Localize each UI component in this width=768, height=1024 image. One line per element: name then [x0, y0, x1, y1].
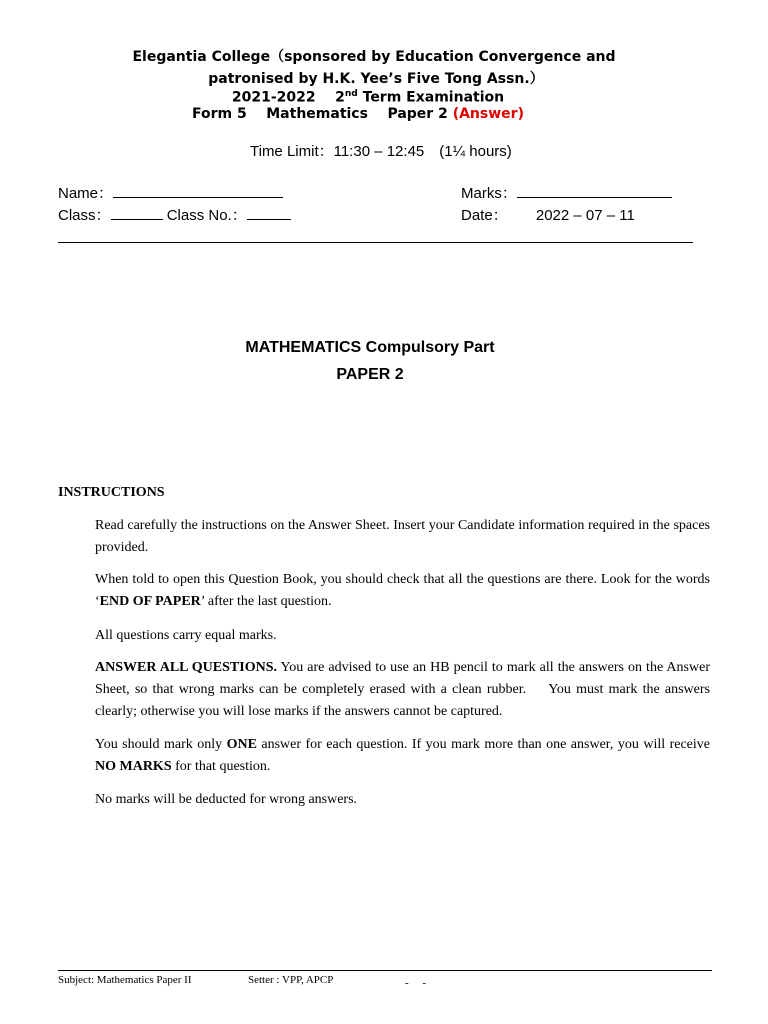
school-name-line1: Elegantia College（sponsored by Education Convergence and — [132, 49, 616, 65]
marks-field: Marks： — [461, 182, 672, 203]
instruction-para-2: When told to open this Question Book, you should check that all the questions are there. Look for the words ‘END OF PAPER’ after the last question. — [95, 572, 710, 609]
instruction-para-3: All questions carry equal marks. — [95, 628, 277, 643]
exam-term-line: 2021-2022 2nd Term Examination — [231, 89, 505, 106]
time-limit: Time Limit：11:30 – 12:45 (1¼ hours) — [250, 143, 512, 160]
date-field: Date： 2022 – 07 – 11 — [461, 207, 635, 224]
part-title: MATHEMATICS Compulsory Part — [245, 339, 495, 356]
school-name-line2: patronised by H.K. Yee’s Five Tong Assn.） — [208, 71, 544, 87]
instructions-heading: INSTRUCTIONS — [58, 485, 165, 500]
instruction-para-1: Read carefully the instructions on the Answer Sheet. Insert your Candidate information required in the spaces provided. — [95, 518, 710, 555]
footer-divider — [58, 970, 712, 971]
instruction-para-5: You should mark only ONE answer for each question. If you mark more than one answer, you will receive NO MARKS for that question. — [95, 737, 710, 774]
footer-page-number: - - — [405, 977, 427, 989]
exam-paper-line: Form 5 Mathematics Paper 2 (Answer) — [192, 106, 524, 122]
footer-setter: Setter : VPP, APCP — [248, 974, 334, 986]
answer-tag: (Answer) — [452, 106, 524, 122]
paper-title: PAPER 2 — [336, 366, 404, 383]
class-field: Class： Class No.： — [58, 204, 291, 225]
name-field: Name： — [58, 182, 283, 203]
date-value: 2022 – 07 – 11 — [535, 207, 635, 224]
instruction-para-6: No marks will be deducted for wrong answers. — [95, 792, 358, 807]
footer-subject: Subject: Mathematics Paper II — [58, 974, 192, 986]
instruction-para-4: ANSWER ALL QUESTIONS. You are advised to use an HB pencil to mark all the answers on the Answer Sheet, so that wrong marks can be completely erased with a clean rubber. You must mark the answers clearly; otherwise you will lose marks if the answers cannot be captured. — [95, 660, 710, 719]
header-divider — [58, 242, 693, 243]
